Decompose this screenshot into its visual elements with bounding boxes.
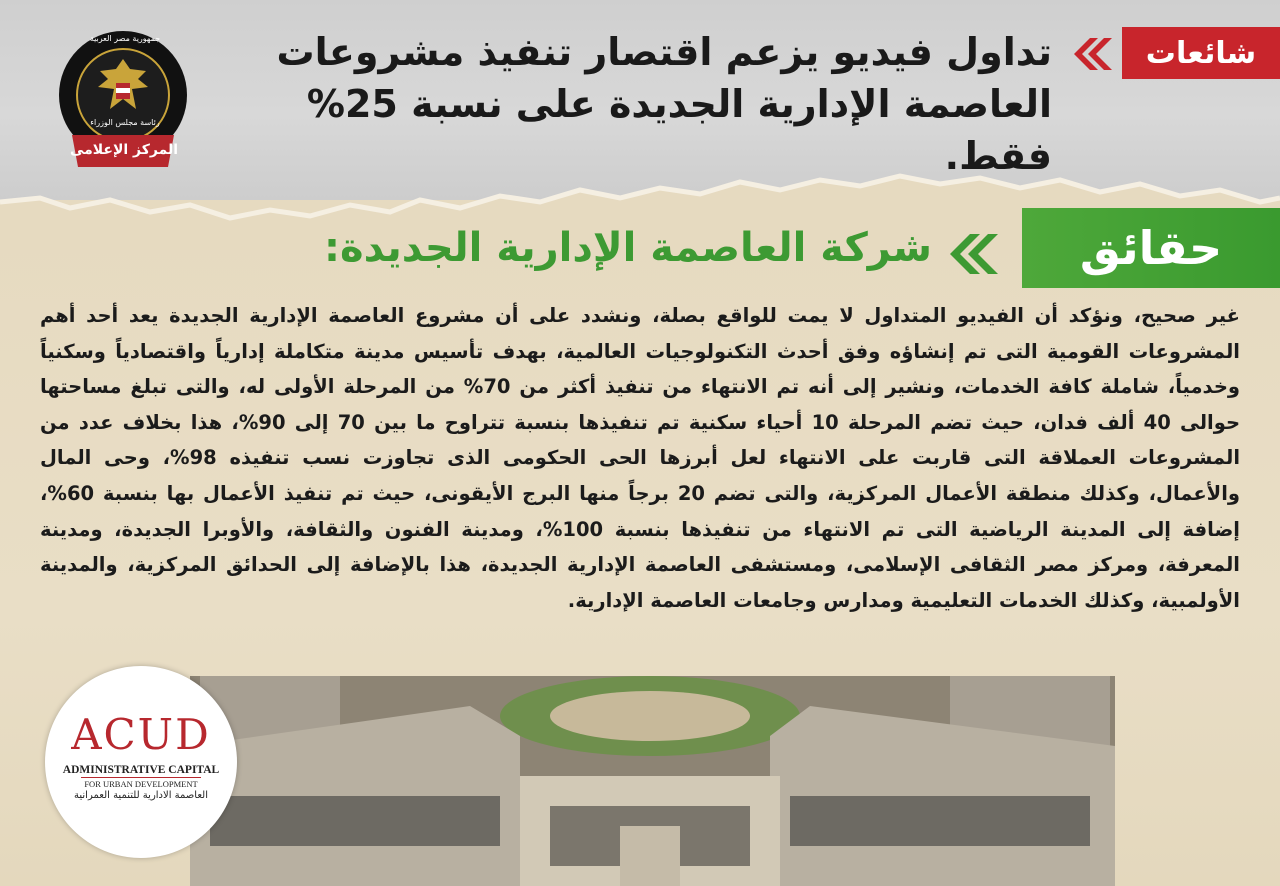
cabinet-media-center-logo — [58, 25, 188, 185]
facts-body: غير صحيح، ونؤكد أن الفيديو المتداول لا يمت للواقع بصلة، ونشدد على أن مشروع العاصمة الإدارية الجديدة يعد أحد أهم المشروعات القومية التى تم إنشاؤه وفق أحدث التكنولوجيات العالمية، بهدف تأسيس مدينة متكاملة إدارياً واقتصادياً وسكنياً وخدمياً، شاملة كافة الخدمات، ونشير إلى أنه تم الانتهاء من تنفيذ أكثر من 70% من المرحلة الأولى له، والتى تبلغ مساحتها حوالى 40 ألف فدان، حيث تضم المرحلة 10 أحياء سكنية تم تنفيذها بنسبة تتراوح ما بين 70 إلى 90%، هذا بخلاف عدد من المشروعات العملاقة التى قاربت على الانتهاء لعل أبرزها الحى الحكومى الذى تجاوزت نسب تنفيذه 98%، وحى المال والأعمال، وكذلك منطقة الأعمال المركزية، والتى تضم 20 برجاً منها البرج الأيقونى، حيث تم تنفيذ الأعمال بها بنسبة 60%، إضافة إلى المدينة الرياضية التى تم الانتهاء من تنفيذها بنسبة 100%، ومدينة الفنون والثقافة، والأوبرا الجديدة، ومدينة المعرفة، ومركز مصر الثقافى الإسلامى، ومستشفى العاصمة الإدارية الجديدة، هذا بالإضافة إلى الحدائق المركزية، والمدينة الأولمبية، وكذلك الخدمات التعليمية ومدارس وجامعات العاصمة الإدارية. — [40, 304, 1241, 612]
acud-mark: ACUD — [71, 710, 211, 759]
rumor-tag: شائعات — [1122, 27, 1280, 79]
facts-title: شركة العاصمة الإدارية الجديدة: — [323, 225, 932, 271]
rumor-headline: تداول فيديو يزعم اقتصار تنفيذ مشروعات العاصمة الإدارية الجديدة على نسبة 25% فقط. — [276, 30, 1052, 178]
acud-logo — [45, 666, 237, 858]
rumor-chevron-icon — [1068, 36, 1112, 72]
facts-chevron-icon — [944, 232, 1000, 276]
acud-divider — [81, 777, 201, 778]
logo-bottom-arc-text: رئاسة مجلس الوزراء — [90, 118, 160, 127]
acud-arabic-line: العاصمة الادارية للتنمية العمرانية — [74, 790, 208, 801]
logo-top-arc-text: جمهورية مصر العربية — [89, 34, 161, 43]
acud-subtitle-line: FOR URBAN DEVELOPMENT — [84, 779, 198, 789]
logo-banner-text: المركز الإعلامى — [69, 142, 179, 158]
facts-tag: حقائق — [1022, 208, 1280, 288]
capital-buildings-photo — [190, 676, 1115, 886]
acud-name-line: ADMINISTRATIVE CAPITAL — [62, 764, 220, 776]
